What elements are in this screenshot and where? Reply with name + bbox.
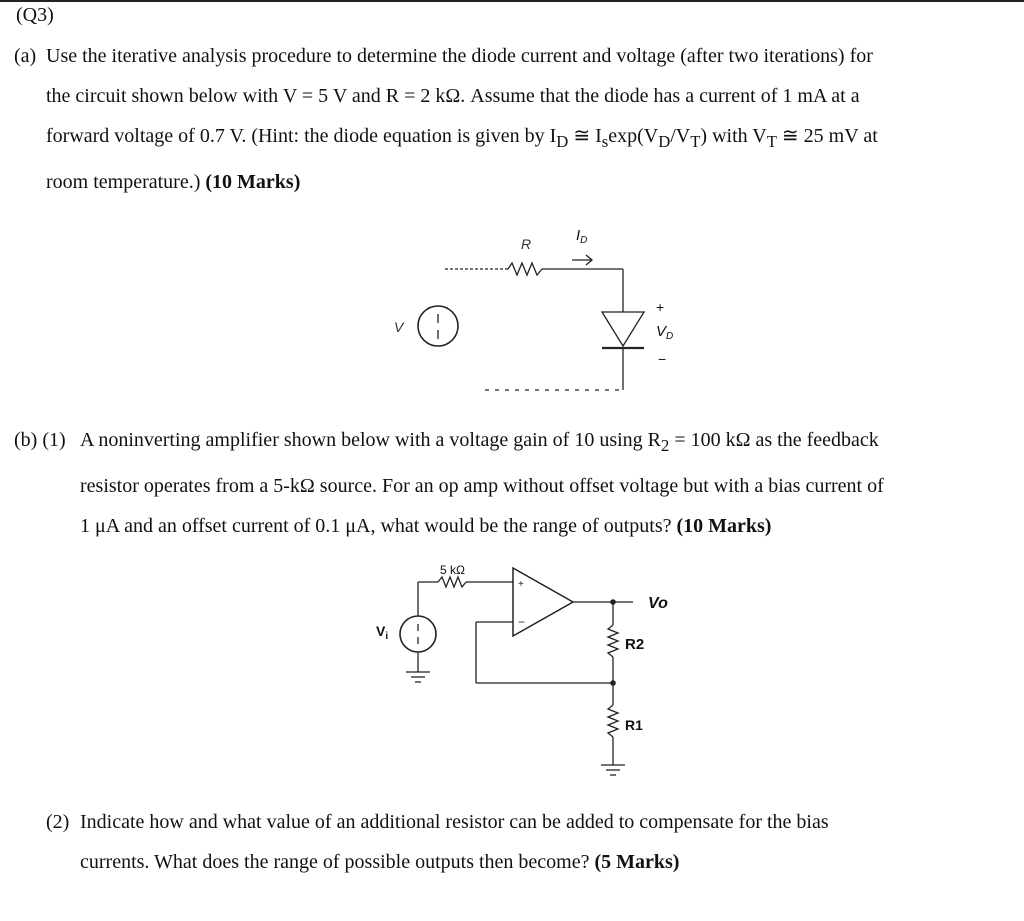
source-v-label: V: [394, 319, 404, 335]
vd-label: $V_D$: [656, 323, 674, 342]
resistor-r2-symbol: [608, 625, 618, 657]
part-a-line-4: room temperature.) (10 Marks): [46, 171, 301, 193]
vd-minus-sign: −: [658, 351, 667, 367]
part-b2-line-2: currents. What does the range of possible outputs then become? (5 Marks): [80, 851, 680, 873]
part-b-line-2: resistor operates from a 5-kΩ source. For an op amp without offset voltage but with a bias current of: [80, 475, 884, 497]
circuit-diagram-a: [380, 222, 700, 402]
question-label: (Q3): [16, 4, 54, 26]
resistor-r2-label: R2: [625, 636, 645, 653]
input-source-circle: [400, 616, 436, 652]
resistor-r1-label: R1: [625, 717, 643, 733]
part-b-marks: (10 Marks): [676, 515, 772, 537]
source-resistor-label: 5 kΩ: [440, 563, 465, 577]
op-amp-plus-sign: +: [518, 579, 524, 590]
part-b-label: (b) (1): [14, 429, 66, 451]
resistor-r-symbol: [508, 263, 542, 275]
feedback-node-dot: [610, 680, 616, 686]
voltage-source-circle: [418, 306, 458, 346]
part-a-text: [46, 36, 878, 202]
part-a-marks: (10 Marks): [205, 171, 301, 193]
part-a-line-2: the circuit shown below with V = 5 V and R = 2 kΩ. Assume that the diode has a current of 1 mA at a: [46, 85, 860, 107]
vd-plus-sign: +: [656, 299, 665, 315]
part-b2-label: (2): [46, 811, 70, 833]
circuit-diagram-b: [368, 560, 698, 785]
current-id-label: $I_D$: [576, 227, 588, 246]
input-vi-label: $V_i$: [376, 623, 389, 642]
part-b2-text: [80, 802, 829, 882]
part-b-text: [80, 420, 884, 546]
part-b-line-3: 1 μA and an offset current of 0.1 μA, what would be the range of outputs? (10 Marks): [80, 515, 772, 537]
part-a-label: (a): [14, 45, 37, 67]
resistor-r-label: R: [521, 236, 532, 252]
part-b-line-1: A noninverting amplifier shown below with a voltage gain of 10 using $R_2 = 100$ kΩ as the feedback: [80, 429, 879, 455]
diode-triangle: [602, 312, 644, 346]
resistor-r1-symbol: [608, 705, 618, 737]
output-vo-label: Vo: [648, 595, 668, 612]
source-resistor-symbol: [438, 577, 466, 587]
part-b2-line-1: Indicate how and what value of an additional resistor can be added to compensate for the bias: [80, 811, 829, 833]
op-amp-minus-sign: −: [518, 615, 526, 629]
part-a-line-1: Use the iterative analysis procedure to determine the diode current and voltage (after two iterations) for: [46, 45, 873, 67]
part-b2-marks: (5 Marks): [594, 851, 680, 873]
top-border: [0, 0, 1024, 2]
part-a-line-3: forward voltage of 0.7 V. (Hint: the diode equation is given by $I_D$ ≅ $I_s\exp(V_D/V_T)$ with $V_T$ ≅ 25 mV at: [46, 125, 878, 151]
output-node-dot: [610, 599, 616, 605]
